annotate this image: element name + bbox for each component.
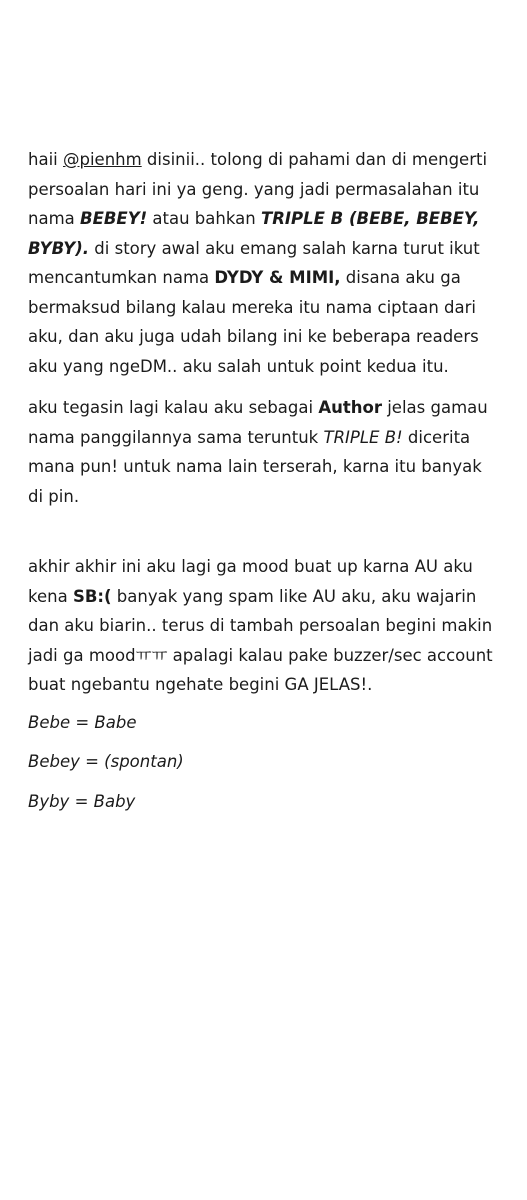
text: aku tegasin lagi kalau aku sebagai (28, 398, 319, 417)
text: haii (28, 150, 63, 169)
definition-bebe (28, 708, 494, 738)
mention-link[interactable]: @pienhm (62, 150, 142, 169)
author-label: Author (318, 398, 382, 417)
name-triple-b: TRIPLE B! (323, 427, 403, 447)
text: akhir akhir ini aku lagi ga mood buat up karna AU aku kena (28, 557, 473, 606)
text: atau bahkan (147, 209, 261, 228)
definition-text: Bebe = Babe (28, 712, 137, 732)
definition-text: Byby = Baby (28, 791, 136, 811)
paragraph-clarification (28, 145, 494, 381)
text: disana aku ga bermaksud bilang kalau mereka itu nama ciptaan dari aku, dan aku juga udah bilang ini ke beberapa readers aku yang ngeDM.. aku salah untuk point kedua itu. (28, 268, 479, 376)
definition-bebey (28, 747, 494, 777)
name-dydy-mimi: DYDY & MIMI, (214, 268, 341, 287)
paragraph-author-statement (28, 393, 494, 511)
text: di story awal aku emang salah karna turut ikut mencantumkan nama (28, 238, 480, 287)
text: jelas gamau nama panggilannya sama teruntuk (28, 398, 488, 447)
definition-text: Bebey = (spontan) (28, 752, 184, 771)
name-bebey: BEBEY! (80, 209, 148, 228)
sb-label: SB:( (72, 586, 112, 606)
paragraph-mood (28, 552, 494, 700)
name-triple-b: TRIPLE B (BEBE, BEBEY, BYBY). (28, 209, 480, 258)
text: dicerita mana pun! untuk nama lain terserah, karna itu banyak di pin. (28, 427, 482, 506)
text: disinii.. tolong di pahami dan di mengerti persoalan hari ini ya geng. yang jadi permasalahan itu nama (28, 150, 488, 228)
note-content (28, 145, 494, 826)
text: banyak yang spam like AU aku, aku wajarin dan aku biarin.. terus di tambah persoalan begini makin jadi ga moodㅠㅠ apalagi kalau pake buzzer/sec account buat ngebantu ngehate begini GA JELAS!. (28, 586, 493, 694)
definition-byby (28, 787, 494, 817)
